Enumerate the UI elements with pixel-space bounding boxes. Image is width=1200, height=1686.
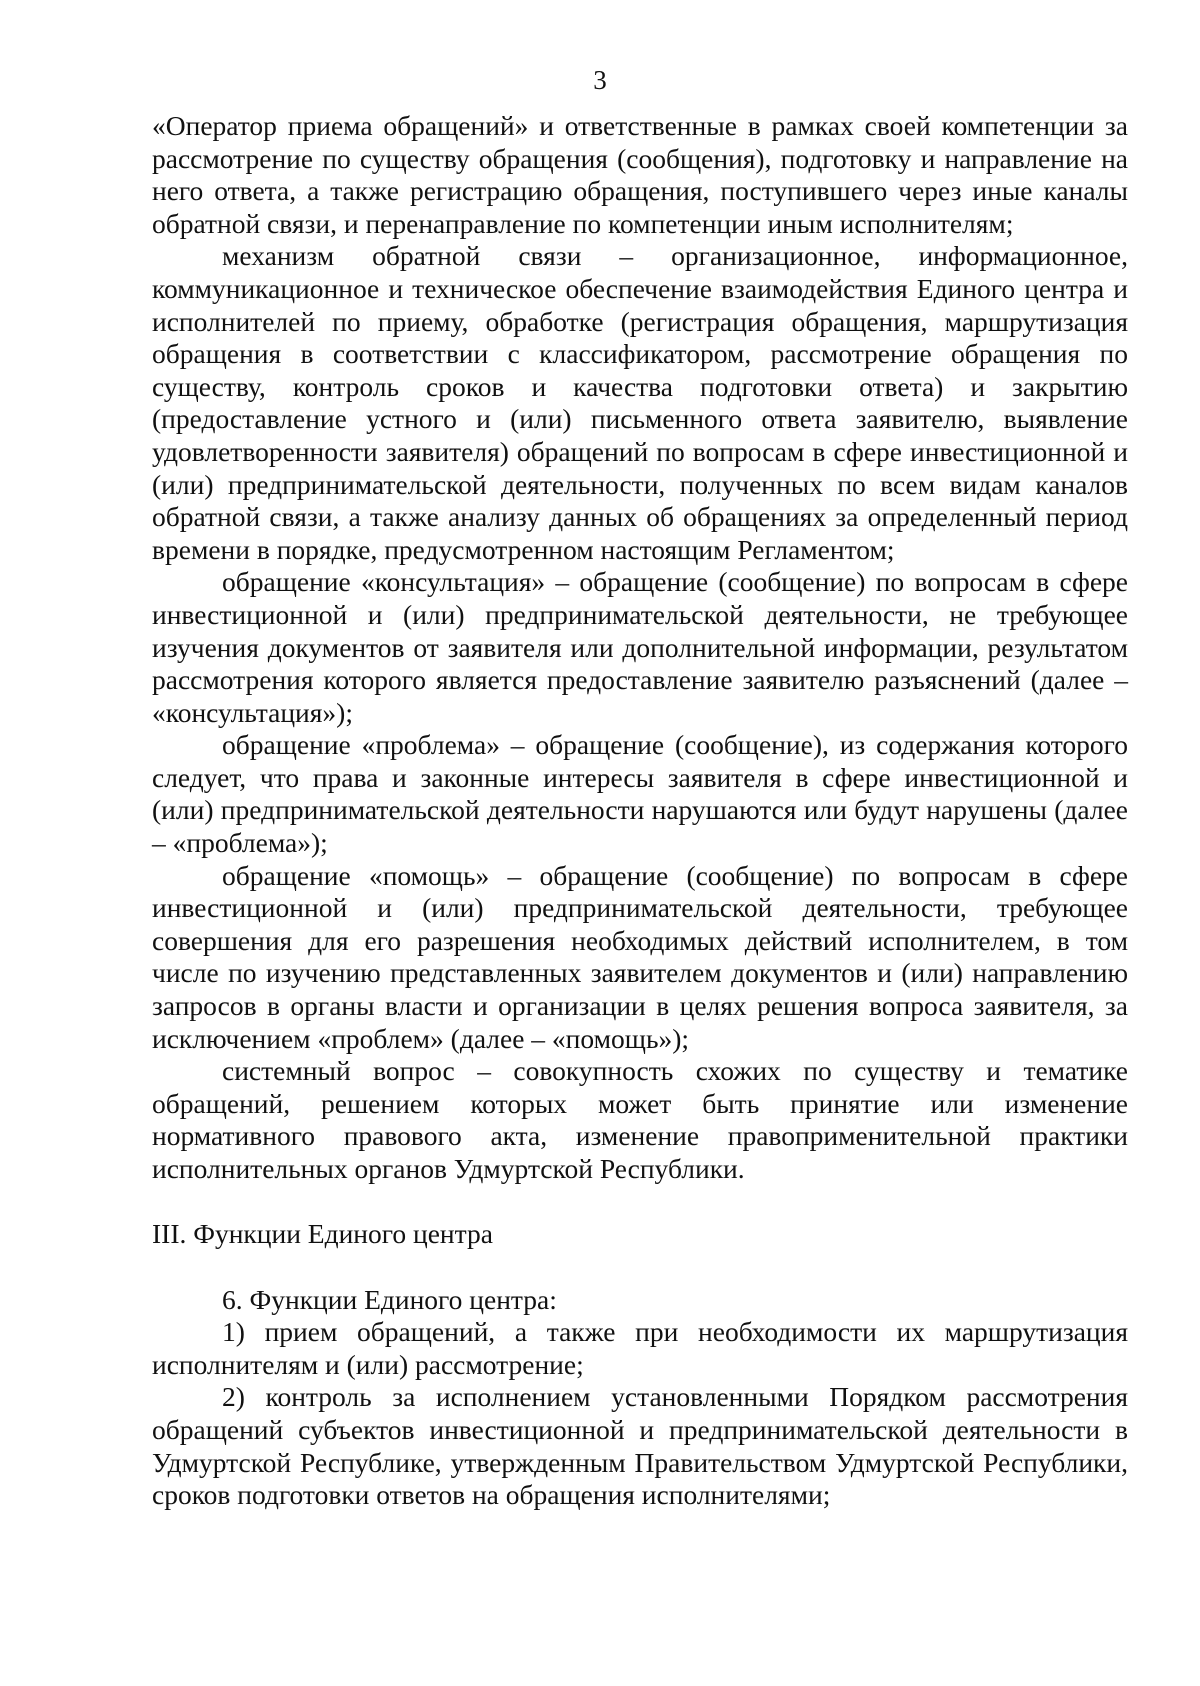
paragraph-function-1: 1) прием обращений, а также при необходимости их маршрутизация исполнителям и (или) рассмотрение; [152,1316,1128,1380]
section-heading: III. Функции Единого центра [152,1217,493,1249]
paragraph-help-definition: обращение «помощь» – обращение (сообщение) по вопросам в сфере инвестиционной и (или) предпринимательской деятельности, требующее совершения для его разрешения необходимых действий исполнителем, в том числе по изучению представленных заявителем документов и (или) направлению запросов в органы власти и организации в целях решения вопроса заявителя, за исключением «проблем» (далее – «помощь»); [152,859,1128,1054]
page-number: 3 [593,65,607,95]
paragraph-functions-intro: 6. Функции Единого центра: [222,1283,557,1315]
paragraph-consultation-definition: обращение «консультация» – обращение (сообщение) по вопросам в сфере инвестиционной и (или) предпринимательской деятельности, не требующее изучения документов от заявителя или дополнительной информации, результатом рассмотрения которого является предоставление заявителю разъяснений (далее – «консультация»); [152,566,1128,728]
paragraph-feedback-mechanism: механизм обратной связи – организационное, информационное, коммуникационное и техническое обеспечение взаимодействия Единого центра и исполнителей по приему, обработке (регистрация обращения, маршрутизация обращения в соответствии с классификатором, рассмотрение обращения по существу, контроль сроков и качества подготовки ответа) и закрытию (предоставление устного и (или) письменного ответа заявителю, выявление удовлетворенности заявителя) обращений по вопросам в сфере инвестиционной и (или) предпринимательской деятельности, полученных по всем видам каналов обратной связи, а также анализу данных об обращениях за определенный период времени в порядке, предусмотренном настоящим Регламентом; [152,240,1128,565]
paragraph-function-2: 2) контроль за исполнением установленными Порядком рассмотрения обращений субъектов инвестиционной и предпринимательской деятельности в Удмуртской Республике, утвержденным Правительством Удмуртской Республики, сроков подготовки ответов на обращения исполнителями; [152,1381,1128,1511]
paragraph-systemic-question: системный вопрос – совокупность схожих по существу и тематике обращений, решением которых может быть принятие или изменение нормативного правового акта, изменение правоприменительной практики исполнительных органов Удмуртской Республики. [152,1055,1128,1184]
paragraph-problem-definition: обращение «проблема» – обращение (сообщение), из содержания которого следует, что права и законные интересы заявителя в сфере инвестиционной и (или) предпринимательской деятельности нарушаются или будут нарушены (далее – «проблема»); [152,729,1128,859]
document-body [152,110,1128,1512]
paragraph-operator-definition: «Оператор приема обращений» и ответственные в рамках своей компетенции за рассмотрение по существу обращения (сообщения), подготовку и направление на него ответа, а также регистрацию обращения, поступившего через иные каналы обратной связи, и перенаправление по компетенции иным исполнителям; [152,110,1128,239]
